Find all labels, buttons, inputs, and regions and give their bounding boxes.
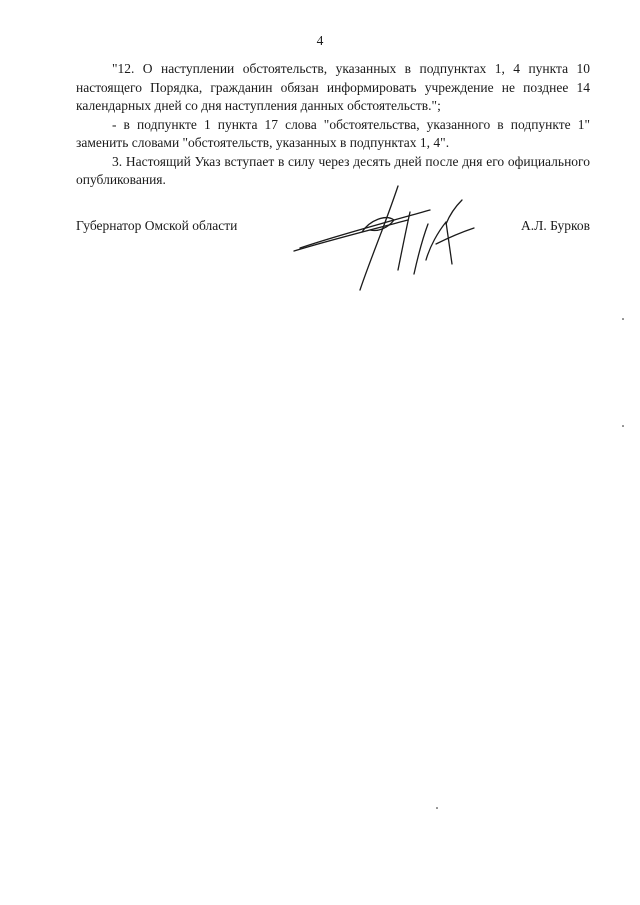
document-body bbox=[76, 60, 590, 190]
signatory-title: Губернатор Омской области bbox=[76, 218, 238, 233]
paragraph-effective-date: 3. Настоящий Указ вступает в силу через десять дней после дня его официального опубликования. bbox=[76, 153, 590, 187]
paragraph-item-12: "12. О наступлении обстоятельств, указанных в подпунктах 1, 4 пункта 10 настоящего Порядка, гражданин обязан информировать учреждение не позднее 14 календарных дней со дня наступления данных обстоятельств."; bbox=[76, 61, 590, 113]
signatory-name: А.Л. Бурков bbox=[521, 218, 590, 233]
handwritten-signature bbox=[290, 180, 480, 292]
scan-speck bbox=[436, 807, 438, 809]
scan-speck bbox=[622, 425, 624, 427]
paragraph-subpoint-17: - в подпункте 1 пункта 17 слова "обстоятельства, указанного в подпункте 1" заменить словами "обстоятельств, указанных в подпунктах 1, 4". bbox=[76, 116, 590, 150]
scan-speck bbox=[622, 318, 624, 320]
page-number: 4 bbox=[316, 33, 324, 48]
